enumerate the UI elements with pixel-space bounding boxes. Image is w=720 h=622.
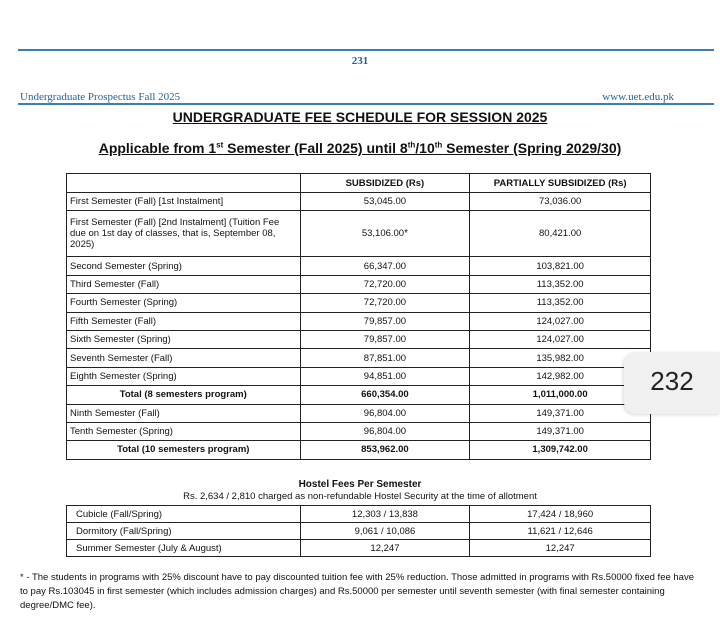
footnote-marker: * (404, 228, 408, 240)
partial-value: 142,982.00 (470, 367, 651, 385)
row-label: Ninth Semester (Fall) (67, 404, 301, 422)
partial-value: 1,011,000.00 (470, 386, 651, 404)
row-label: Dormitory (Fall/Spring) (67, 523, 301, 540)
row-label: Second Semester (Spring) (67, 257, 301, 275)
table-row (67, 367, 651, 385)
subsidized-value: 9,061 / 10,086 (300, 523, 470, 540)
row-label: Third Semester (Fall) (67, 275, 301, 293)
partial-value: 113,352.00 (470, 275, 651, 293)
subsidized-value: 660,354.00 (300, 386, 470, 404)
partial-value: 1,309,742.00 (470, 441, 651, 459)
hostel-section-title: Hostel Fees Per Semester (298, 479, 422, 490)
page-number: 231 (351, 55, 369, 67)
fee-schedule-table (66, 173, 651, 460)
partial-value: 12,247 (470, 540, 651, 557)
row-label: Seventh Semester (Fall) (67, 349, 301, 367)
partial-value: 135,982.00 (470, 349, 651, 367)
hostel-security-note: Rs. 2,634 / 2,810 charged as non-refundable Hostel Security at the time of allotment (183, 491, 537, 502)
partial-value: 149,371.00 (470, 422, 651, 440)
row-label: Total (10 semesters program) (67, 441, 301, 459)
page-title: UNDERGRADUATE FEE SCHEDULE FOR SESSION 2025 (172, 109, 548, 125)
table-header-row (67, 174, 651, 193)
hostel-fee-table (66, 505, 651, 557)
website-url[interactable]: www.uet.edu.pk (602, 91, 674, 103)
row-label: Fourth Semester (Spring) (67, 294, 301, 312)
subsidized-value: 72,720.00 (300, 275, 470, 293)
next-page-tab[interactable] (624, 352, 720, 414)
subsidized-value: 94,851.00 (300, 367, 470, 385)
header-cell-subsidized: SUBSIDIZED (Rs) (300, 174, 470, 193)
header-top-rule (18, 49, 714, 51)
table-row (67, 506, 651, 523)
page-subtitle: Applicable from 1st Semester (Fall 2025) until 8th/10th Semester (Spring 2029/30) (98, 140, 622, 156)
row-label: First Semester (Fall) [2nd Instalment] (Tuition Fee due on 1st day of classes, that is, September 08, 2025) (67, 211, 301, 257)
row-label: First Semester (Fall) [1st Instalment] (67, 193, 301, 211)
table-row (67, 422, 651, 440)
header-cell-label (67, 174, 301, 193)
subsidized-value-cell (300, 211, 470, 257)
subsidized-value: 53,106.00 (361, 228, 405, 240)
subsidized-value: 12,303 / 13,838 (300, 506, 470, 523)
footnote: * - The students in programs with 25% discount have to pay discounted tuition fee with 25% reduction. Those admitted in programs with Rs.50000 fixed fee have to pay Rs.103045 in first semester (which includes admission charges) and Rs.50000 per semester until seventh semester (with final semester containing degree/DMC fee). (20, 572, 695, 611)
row-label: Cubicle (Fall/Spring) (67, 506, 301, 523)
subsidized-value: 87,851.00 (300, 349, 470, 367)
partial-value: 17,424 / 18,960 (470, 506, 651, 523)
partial-value: 124,027.00 (470, 330, 651, 348)
prospectus-title: Undergraduate Prospectus Fall 2025 (20, 91, 181, 103)
subsidized-value: 96,804.00 (300, 404, 470, 422)
table-row (67, 193, 651, 211)
subsidized-value: 66,347.00 (300, 257, 470, 275)
table-row (67, 312, 651, 330)
partial-value: 113,352.00 (470, 294, 651, 312)
row-label: Summer Semester (July & August) (67, 540, 301, 557)
partial-value: 124,027.00 (470, 312, 651, 330)
subsidized-value: 53,045.00 (300, 193, 470, 211)
subsidized-value: 96,804.00 (300, 422, 470, 440)
table-row (67, 540, 651, 557)
partial-value: 73,036.00 (470, 193, 651, 211)
row-label: Eighth Semester (Spring) (67, 367, 301, 385)
row-label: Total (8 semesters program) (67, 386, 301, 404)
partial-value: 149,371.00 (470, 404, 651, 422)
subsidized-value: 72,720.00 (300, 294, 470, 312)
row-label: Sixth Semester (Spring) (67, 330, 301, 348)
partial-value: 80,421.00 (470, 211, 651, 257)
header-cell-partial: PARTIALLY SUBSIDIZED (Rs) (470, 174, 651, 193)
row-label: Tenth Semester (Spring) (67, 422, 301, 440)
table-row (67, 523, 651, 540)
next-page-number: 232 (650, 366, 694, 396)
table-row (67, 275, 651, 293)
subsidized-value: 79,857.00 (300, 312, 470, 330)
table-row (67, 349, 651, 367)
table-row (67, 257, 651, 275)
subsidized-value: 79,857.00 (300, 330, 470, 348)
total-row-10-semesters (67, 441, 651, 459)
partial-value: 11,621 / 12,646 (470, 523, 651, 540)
subsidized-value: 12,247 (300, 540, 470, 557)
partial-value: 103,821.00 (470, 257, 651, 275)
table-row (67, 211, 651, 257)
table-row (67, 330, 651, 348)
subsidized-value: 853,962.00 (300, 441, 470, 459)
table-row (67, 404, 651, 422)
header-bottom-rule (18, 103, 714, 105)
table-row (67, 294, 651, 312)
total-row-8-semesters (67, 386, 651, 404)
row-label: Fifth Semester (Fall) (67, 312, 301, 330)
